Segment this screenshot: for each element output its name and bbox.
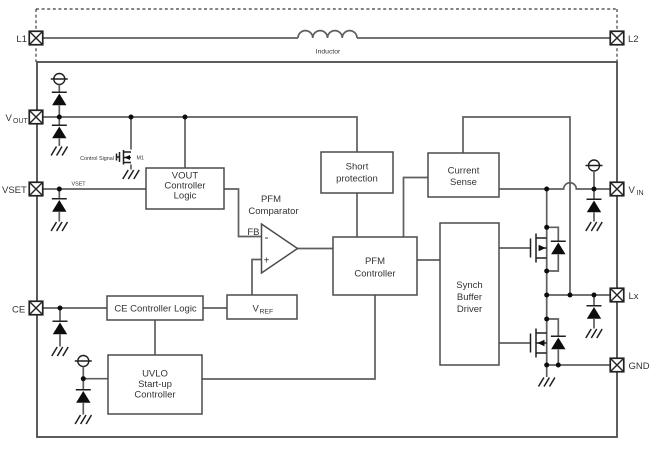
wire-vref-to-comparator-plus [252,260,262,296]
esd-chain-vset [51,189,67,231]
pin-label-ce: CE [12,304,26,316]
esd-chain-vin [586,160,603,231]
pin-vout [29,110,43,124]
comparator-plus-sign: + [263,255,270,267]
ground-vin [586,222,602,231]
diode-vset [52,199,67,212]
ground-ce [52,347,68,356]
vref-label-sub: REF [259,308,274,316]
pfm-controller-label-1: PFM [364,256,386,267]
diode-ce [53,321,68,334]
ground-uvlo [75,415,91,424]
pin-vset [29,182,43,196]
pfm-comparator-name-1: PFM [260,194,282,205]
pin-gnd [610,358,624,372]
pin-label-vin-main: V [628,184,635,196]
uvlo-label-1: UVLO [142,368,168,380]
ground-lx [586,329,602,338]
vout-logic-label-2: Controller [164,180,206,192]
diode-lx [587,306,602,319]
block-short-protection [321,152,393,193]
ground-vout [51,147,67,156]
inductor-label: Inductor [315,48,341,56]
uvlo-label-2: Start-up [138,379,172,390]
comparator-minus-sign: - [264,230,269,244]
pfm-comparator-name-2: Comparator [248,206,299,217]
esd-chain-ce [52,308,68,356]
inductor-coil-icon [298,31,357,38]
m1-label: M1 [136,155,144,162]
current-sense-label-1: Current [447,165,480,177]
diode-vin [587,199,602,212]
pfm-controller-label-2: Controller [354,268,396,280]
pin-label-l1: L1 [16,33,27,45]
ground-nmos [539,378,555,387]
diode-vout-lower [52,125,67,138]
fb-net-label: FB [247,227,260,238]
mosfet-high-side [531,234,547,263]
body-diode-low-side [547,319,566,365]
short-protection-label-2: protection [336,173,378,185]
synch-driver-label-1: Synch [456,280,483,291]
pin-label-vset: VSET [2,184,27,196]
wire-current-sense-to-vin-with-hop [499,183,617,189]
pin-label-vout-sub: OUT [13,118,28,125]
esd-chain-lx [586,295,602,338]
tap-chain-uvlo [75,356,92,425]
vout-logic-label-1: VOUT [171,170,199,182]
wire-vout-rail-to-short-protection [36,117,357,152]
wire-current-sense-to-pfm-controller [404,178,429,238]
pin-l2 [610,31,624,45]
short-protection-label-1: Short [345,161,369,173]
diode-vout-upper [52,92,67,105]
ground-vset [51,222,67,231]
vset-net-label: VSET [71,181,86,188]
pin-label-gnd: GND [628,360,650,372]
synch-driver-label-2: Buffer [456,292,483,303]
body-diode-high-side [547,227,566,271]
diode-uvlo [76,390,91,403]
pin-label-l2: L2 [628,33,639,45]
pin-label-lx: Lx [628,290,639,302]
synch-driver-label-3: Driver [456,304,483,315]
mosfet-low-side [531,329,547,358]
pin-vin [610,182,624,196]
vref-label-main: V [252,303,259,315]
vout-logic-label-3: Logic [173,190,197,202]
pin-label-vin-sub: IN [636,190,644,197]
pin-l1 [29,31,43,45]
ce-logic-label: CE Controller Logic [114,303,197,315]
pin-lx [610,288,624,302]
uvlo-label-3: Controller [134,389,176,401]
ground-m1 [123,170,139,179]
pin-label-vout-main: V [5,112,12,124]
current-sense-label-2: Sense [450,177,477,188]
pin-ce [29,301,43,315]
mosfet-m1 [117,150,132,165]
control-signal-label: Control Signal [80,155,114,162]
